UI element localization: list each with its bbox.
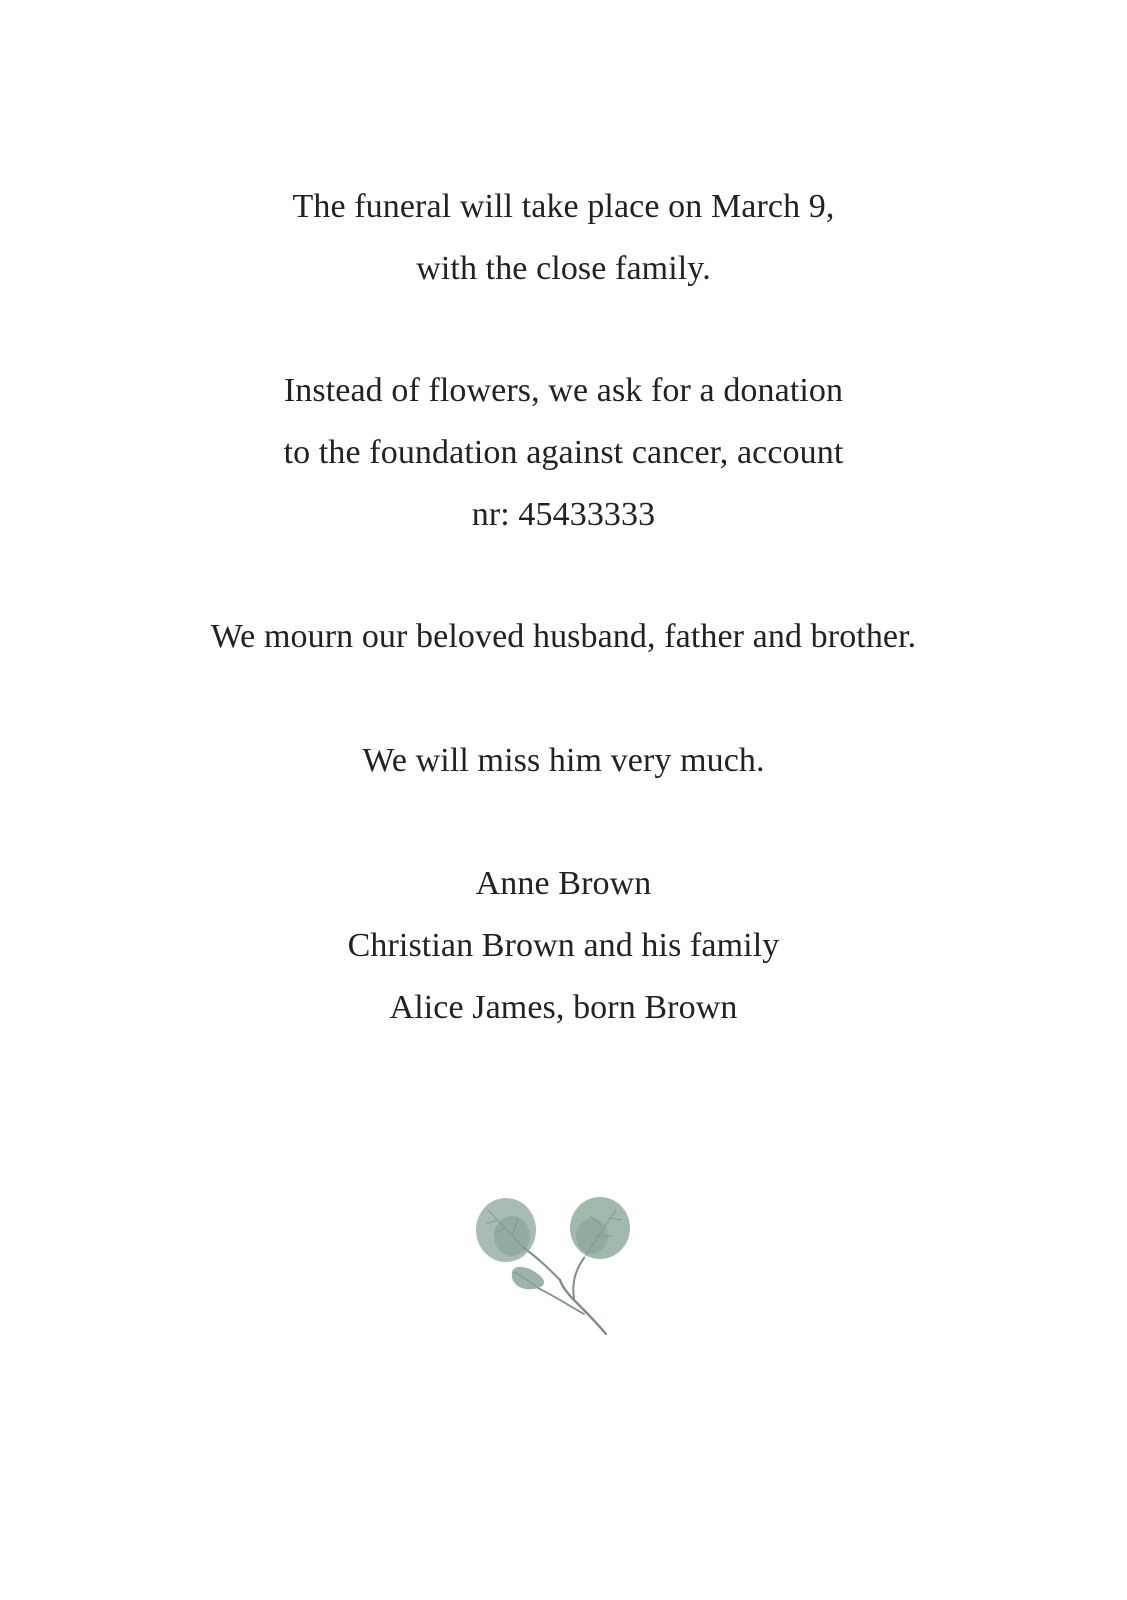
donation-line-1: Instead of flowers, we ask for a donation — [283, 372, 844, 409]
donation-request — [0, 360, 1127, 546]
donation-account-number: nr: 45433333 — [471, 496, 656, 533]
mourning-statement — [0, 606, 1127, 668]
miss-statement — [0, 730, 1127, 792]
funeral-announcement — [0, 176, 1127, 300]
sprig-stem-branch-right — [573, 1258, 584, 1298]
funeral-line-2: with the close family. — [416, 250, 711, 287]
sprig-stem-branch-lower — [538, 1288, 584, 1314]
signatures — [0, 853, 1127, 1039]
miss-line: We will miss him very much. — [362, 742, 765, 779]
signature-name: Anne Brown — [475, 865, 652, 902]
signature-name: Christian Brown and his family — [347, 927, 780, 964]
funeral-line-1: The funeral will take place on March 9, — [292, 188, 835, 225]
sprig-stem — [560, 1280, 606, 1334]
donation-line-2: to the foundation against cancer, account — [283, 434, 844, 471]
eucalyptus-sprig-icon — [474, 1196, 654, 1356]
leaf-lower — [512, 1267, 544, 1289]
mourning-line: We mourn our beloved husband, father and brother. — [210, 618, 917, 655]
signature-name: Alice James, born Brown — [389, 989, 738, 1026]
